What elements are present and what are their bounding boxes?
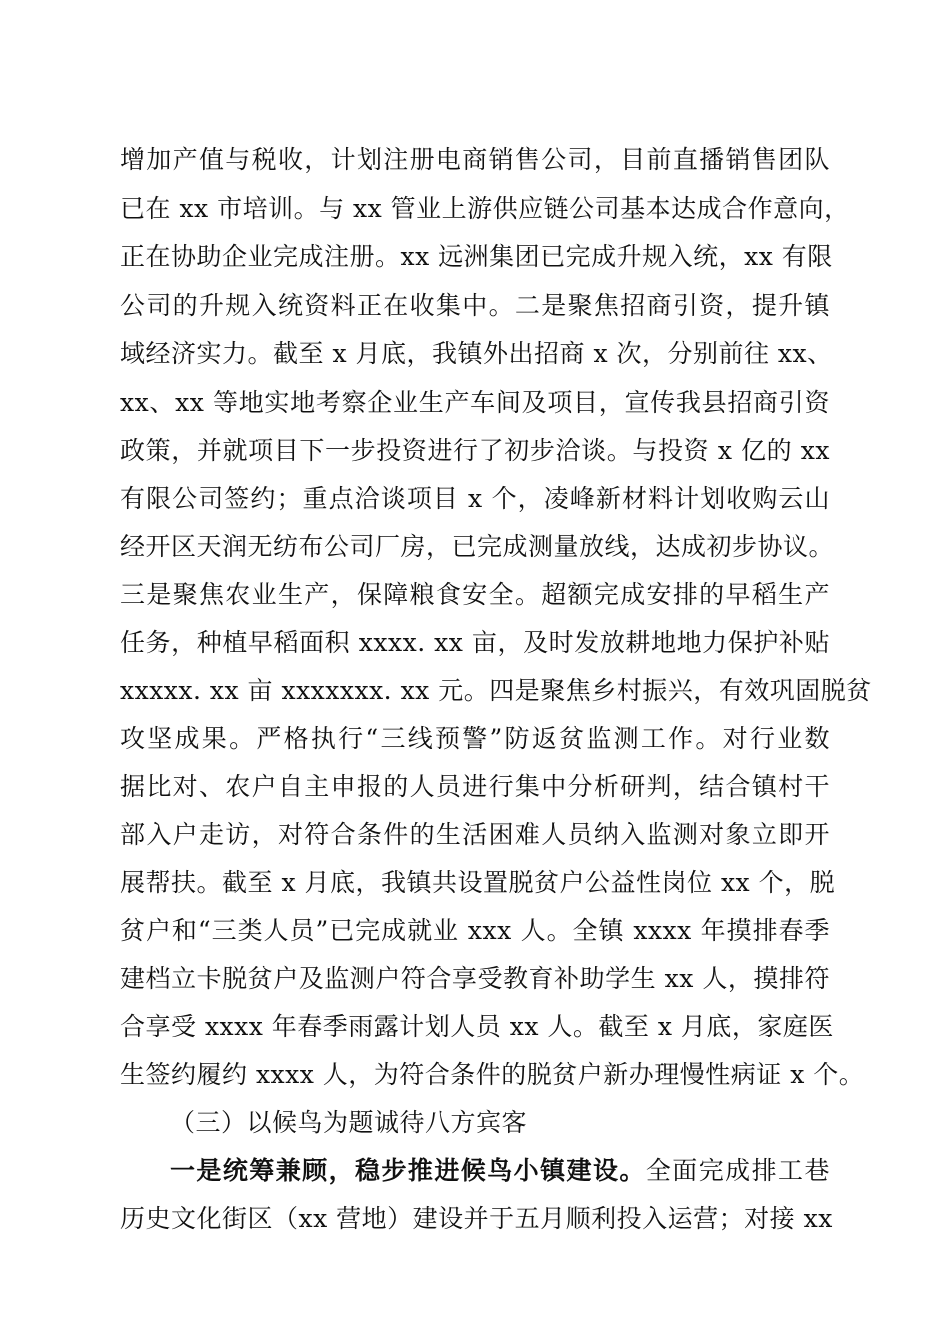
body-text-line: 贫户和“三类人员”已完成就业 xxx 人。全镇 xxxx 年摸排春季 <box>120 916 830 945</box>
body-text-line: 有限公司签约；重点洽谈项目 x 个，凌峰新材料计划收购云山 <box>120 484 830 513</box>
paragraph-first-line <box>170 1149 830 1193</box>
body-text-line: 建档立卡脱贫户及监测户符合享受教育补助学生 xx 人，摸排符 <box>120 964 830 993</box>
body-text-line: 政策，并就项目下一步投资进行了初步洽谈。与投资 x 亿的 xx <box>120 436 830 465</box>
body-text-line: 三是聚焦农业生产，保障粮食安全。超额完成安排的早稻生产 <box>120 580 830 609</box>
body-text-line: 合享受 xxxx 年春季雨露计划人员 xx 人。截至 x 月底，家庭医 <box>120 1012 834 1041</box>
section-heading: （三）以候鸟为题诚待八方宾客 <box>170 1108 528 1137</box>
body-text-line: 经开区天润无纺布公司厂房，已完成测量放线，达成初步协议。 <box>120 532 835 561</box>
paragraph-lead-rest: 全面完成排工巷 <box>645 1156 830 1185</box>
body-text-line: xxxxx. xx 亩 xxxxxxx. xx 元。四是聚焦乡村振兴，有效巩固脱贫 <box>120 676 872 705</box>
body-text-line: 任务，种植早稻面积 xxxx. xx 亩，及时发放耕地地力保护补贴 <box>120 628 830 657</box>
body-text-line: 生签约履约 xxxx 人，为符合条件的脱贫户新办理慢性病证 x 个。 <box>120 1060 865 1089</box>
body-text-line: 部入户走访，对符合条件的生活困难人员纳入监测对象立即开 <box>120 820 830 849</box>
body-text-line: 域经济实力。截至 x 月底，我镇外出招商 x 次，分别前往 xx、 <box>120 339 833 368</box>
body-text-line: xx、xx 等地实地考察企业生产车间及项目，宣传我县招商引资 <box>120 388 830 417</box>
body-text-line: 已在 xx 市培训。与 xx 管业上游供应链公司基本达成合作意向， <box>120 194 850 223</box>
body-text-line: 攻坚成果。严格执行“三线预警”防返贫监测工作。对行业数 <box>120 724 830 753</box>
body-text-line: 展帮扶。截至 x 月底，我镇共设置脱贫户公益性岗位 xx 个，脱 <box>120 868 836 897</box>
body-text-line: 增加产值与税收，计划注册电商销售公司，目前直播销售团队 <box>120 145 830 174</box>
body-text-line: 正在协助企业完成注册。xx 远洲集团已完成升规入统，xx 有限 <box>120 242 833 271</box>
body-text-line: 据比对、农户自主申报的人员进行集中分析研判，结合镇村干 <box>120 772 830 801</box>
body-text-line: 公司的升规入统资料正在收集中。二是聚焦招商引资，提升镇 <box>120 291 830 320</box>
paragraph-lead-phrase: 一是统筹兼顾，稳步推进候鸟小镇建设。 <box>170 1156 646 1185</box>
body-text-line: 历史文化街区（xx 营地）建设并于五月顺利投入运营；对接 xx <box>120 1204 833 1233</box>
